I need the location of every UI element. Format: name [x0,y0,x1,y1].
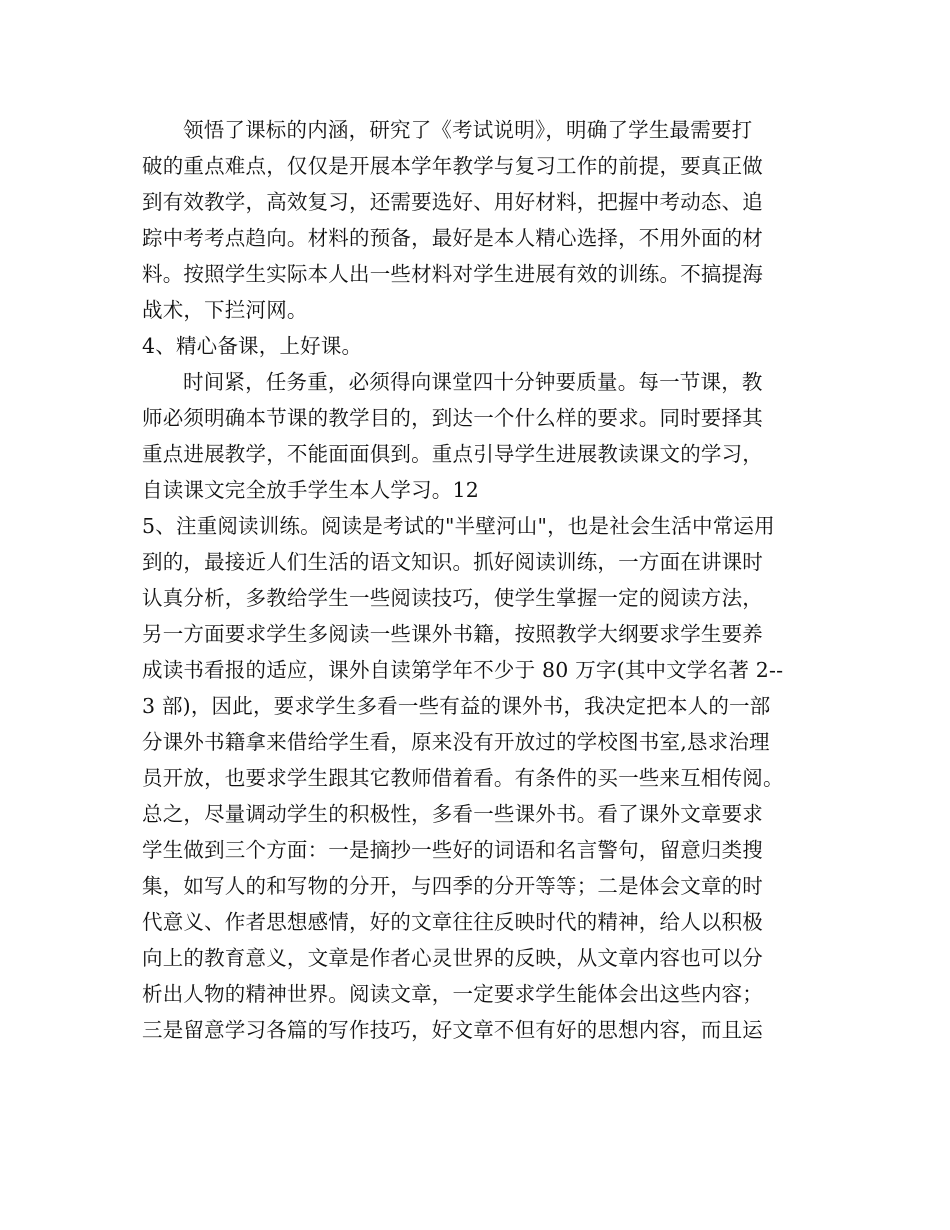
text-line: 学生做到三个方面：一是摘抄一些好的词语和名言警句，留意归类搜 [142,838,763,862]
text-line: 自读课文完全放手学生本人学习。12 [142,478,479,502]
text-line: 认真分析，多教给学生一些阅读技巧，使学生掌握一定的阅读方法， [142,586,763,610]
text-line: 4、精心备课，上好课。 [142,334,363,358]
text-line: 破的重点难点，仅仅是开展本学年教学与复习工作的前提，要真正做 [142,154,763,178]
text-line: 分课外书籍拿来借给学生看，原来没有开放过的学校图书室,恳求治理 [142,730,770,754]
text-line: 析出人物的精神世界。阅读文章，一定要求学生能体会出这些内容； [142,982,763,1006]
text-line: 员开放，也要求学生跟其它教师借着看。有条件的买一些来互相传阅。 [142,766,784,790]
text-line: 重点进展教学，不能面面俱到。重点引导学生进展教读课文的学习， [142,442,763,466]
text-line: 三是留意学习各篇的写作技巧，好文章不但有好的思想内容，而且运 [142,1018,763,1042]
text-line: 战术，下拦河网。 [142,298,308,322]
text-line: 料。按照学生实际本人出一些材料对学生进展有效的训练。不搞提海 [142,262,763,286]
text-line: 总之，尽量调动学生的积极性，多看一些课外书。看了课外文章要求 [142,802,763,826]
text-line: 踪中考考点趋向。材料的预备，最好是本人精心选择，不用外面的材 [142,226,763,250]
text-line: 另一方面要求学生多阅读一些课外书籍，按照教学大纲要求学生要养 [142,622,763,646]
text-line: 时间紧，任务重，必须得向课堂四十分钟要质量。每一节课，教 [183,370,763,394]
text-line: 到有效教学，高效复习，还需要选好、用好材料，把握中考动态、追 [142,190,763,214]
body-text [142,112,822,1048]
text-line: 成读书看报的适应，课外自读第学年不少于 80 万字(其中文学名著 2-- [142,658,784,682]
text-line: 5、注重阅读训练。阅读是考试的"半壁河山"，也是社会生活中常运用 [142,514,775,538]
text-line: 师必须明确本节课的教学目的，到达一个什么样的要求。同时要择其 [142,406,763,430]
text-line: 领悟了课标的内涵，研究了《考试说明》，明确了学生最需要打 [183,118,753,142]
text-line: 到的，最接近人们生活的语文知识。抓好阅读训练，一方面在讲课时 [142,550,763,574]
text-line: 3 部)，因此，要求学生多看一些有益的课外书，我决定把本人的一部 [142,694,771,718]
text-line: 代意义、作者思想感情，好的文章往往反映时代的精神，给人以积极 [142,910,763,934]
text-line: 向上的教育意义，文章是作者心灵世界的反映，从文章内容也可以分 [142,946,763,970]
text-line: 集，如写人的和写物的分开，与四季的分开等等；二是体会文章的时 [142,874,763,898]
